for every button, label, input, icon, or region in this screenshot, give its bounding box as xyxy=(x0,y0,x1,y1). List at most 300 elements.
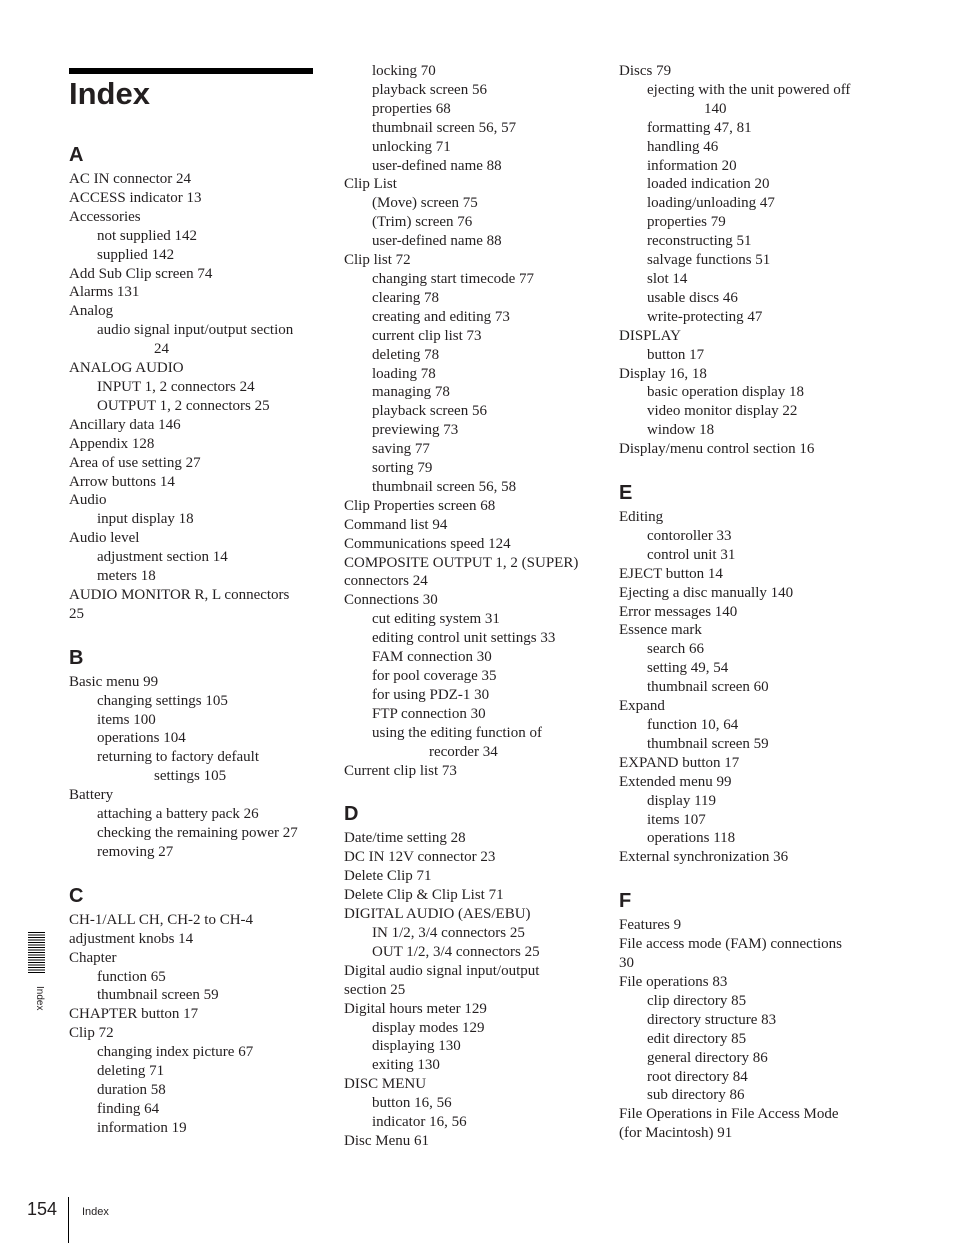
index-subentry xyxy=(619,81,874,119)
entry-text: audio signal input/output section xyxy=(97,322,294,339)
index-subentry xyxy=(619,546,874,565)
section-thumb-tab xyxy=(28,932,45,974)
index-subentry xyxy=(619,251,874,270)
entry-text: changing index picture 67 xyxy=(97,1044,254,1061)
entry-text: DIGITAL AUDIO (AES/EBU) xyxy=(344,906,531,923)
index-subentry xyxy=(344,724,599,762)
entry-text: ACCESS indicator 13 xyxy=(69,189,202,206)
index-entry xyxy=(619,62,874,81)
entry-text: directory structure 83 xyxy=(647,1011,777,1028)
entry-text: display 119 xyxy=(647,792,717,809)
index-entry xyxy=(344,867,599,886)
entry-text: Add Sub Clip screen 74 xyxy=(69,265,213,282)
entry-text: loading 78 xyxy=(372,365,436,382)
entry-text: (Trim) screen 76 xyxy=(372,214,473,231)
entry-text: Audio level xyxy=(69,530,140,547)
index-subentry xyxy=(619,1030,874,1049)
entry-text: Connections 30 xyxy=(344,592,438,609)
index-subentry xyxy=(69,510,324,529)
entry-text: display modes 129 xyxy=(372,1019,485,1036)
index-entry xyxy=(619,773,874,792)
entry-text: items 100 xyxy=(97,711,156,728)
index-subentry xyxy=(69,711,324,730)
index-entry xyxy=(344,1075,599,1094)
index-subentry xyxy=(344,157,599,176)
entry-text: Discs 79 xyxy=(619,63,672,79)
entry-text: thumbnail screen 56, 57 xyxy=(372,119,517,136)
index-entry xyxy=(69,302,324,321)
entry-text: Basic menu 99 xyxy=(69,673,159,690)
entry-text: properties 79 xyxy=(647,214,726,231)
side-tab-label: Index xyxy=(34,986,45,1011)
entry-text: usable discs 46 xyxy=(647,289,738,306)
index-subentry xyxy=(344,667,599,686)
index-subentry xyxy=(69,227,324,246)
index-subentry xyxy=(69,1062,324,1081)
entry-text: Communications speed 124 xyxy=(344,535,511,552)
entry-text: operations 118 xyxy=(647,830,736,847)
index-entry xyxy=(69,1024,324,1043)
index-subentry xyxy=(344,119,599,138)
index-entry xyxy=(619,327,874,346)
entry-text: FTP connection 30 xyxy=(372,705,486,722)
index-subentry xyxy=(344,289,599,308)
entry-continuation: (for Macintosh) 91 xyxy=(619,1125,733,1142)
entry-text: Expand xyxy=(619,698,665,715)
entry-text: Accessories xyxy=(69,208,141,225)
index-entry xyxy=(619,440,874,459)
entry-text: control unit 31 xyxy=(647,546,736,563)
index-subentry xyxy=(69,246,324,265)
entry-text: cut editing system 31 xyxy=(372,611,500,628)
entry-text: Display/menu control section 16 xyxy=(619,441,815,458)
entry-text: clip directory 85 xyxy=(647,992,747,1009)
entry-text: thumbnail screen 56, 58 xyxy=(372,478,517,495)
entry-text: Area of use setting 27 xyxy=(69,454,201,471)
entry-text: meters 18 xyxy=(97,568,156,585)
index-entry xyxy=(69,911,324,949)
entry-text: thumbnail screen 59 xyxy=(647,735,769,752)
index-entry xyxy=(344,829,599,848)
entry-text: INPUT 1, 2 connectors 24 xyxy=(97,378,255,395)
entry-continuation: connectors 24 xyxy=(344,573,428,590)
entry-text: editing control unit settings 33 xyxy=(372,630,556,647)
index-subentry xyxy=(69,1119,324,1138)
entry-text: changing start timecode 77 xyxy=(372,270,535,287)
index-subentry xyxy=(619,527,874,546)
entry-text: operations 104 xyxy=(97,730,186,747)
index-entry xyxy=(344,251,599,270)
index-letter-heading: B xyxy=(69,646,84,669)
entry-continuation: 140 xyxy=(704,100,727,117)
entry-text: basic operation display 18 xyxy=(647,384,805,401)
entry-text: Command list 94 xyxy=(344,516,448,533)
index-subentry xyxy=(344,138,599,157)
index-entry xyxy=(619,621,874,640)
entry-text: sorting 79 xyxy=(372,460,433,477)
index-entry xyxy=(69,586,324,624)
index-subentry xyxy=(619,1049,874,1068)
entry-text: ejecting with the unit powered off xyxy=(647,81,851,98)
entry-text: playback screen 56 xyxy=(372,81,487,98)
entry-text: window 18 xyxy=(647,422,715,439)
index-entry xyxy=(344,535,599,554)
index-subentry xyxy=(344,478,599,497)
entry-text: removing 27 xyxy=(97,843,174,860)
entry-text: Error messages 140 xyxy=(619,603,738,620)
index-entry xyxy=(69,189,324,208)
entry-continuation: settings 105 xyxy=(154,768,227,785)
entry-text: Analog xyxy=(69,303,114,320)
entry-text: user-defined name 88 xyxy=(372,157,502,174)
entry-text: AUDIO MONITOR R, L connectors xyxy=(69,586,290,603)
index-subentry xyxy=(344,62,599,81)
entry-text: Alarms 131 xyxy=(69,284,140,301)
entry-text: previewing 73 xyxy=(372,422,459,439)
index-entry xyxy=(619,754,874,773)
entry-text: locking 70 xyxy=(372,63,436,79)
index-entry xyxy=(69,359,324,378)
index-subentry xyxy=(344,629,599,648)
index-entry xyxy=(344,886,599,905)
entry-text: input display 18 xyxy=(97,511,194,528)
index-subentry xyxy=(344,1094,599,1113)
index-subentry xyxy=(69,805,324,824)
index-subentry xyxy=(69,321,324,359)
entry-text: current clip list 73 xyxy=(372,327,482,344)
index-subentry xyxy=(619,232,874,251)
entry-text: thumbnail screen 59 xyxy=(97,987,219,1004)
index-subentry xyxy=(69,567,324,586)
index-entry xyxy=(344,962,599,1000)
entry-text: adjustment section 14 xyxy=(97,549,228,566)
entry-text: supplied 142 xyxy=(97,246,175,263)
entry-text: formatting 47, 81 xyxy=(647,119,752,136)
index-entry xyxy=(344,1000,599,1019)
entry-text: CHAPTER button 17 xyxy=(69,1006,199,1023)
index-letter-heading: E xyxy=(619,482,633,505)
entry-text: managing 78 xyxy=(372,384,450,401)
index-subentry xyxy=(69,843,324,862)
index-subentry xyxy=(619,346,874,365)
entry-text: changing settings 105 xyxy=(97,692,228,709)
index-subentry xyxy=(344,924,599,943)
index-entry xyxy=(69,265,324,284)
index-entry xyxy=(619,1105,874,1143)
entry-text: Ejecting a disc manually 140 xyxy=(619,584,794,601)
index-entry xyxy=(344,1132,599,1151)
index-entry xyxy=(619,935,874,973)
entry-text: handling 46 xyxy=(647,138,719,155)
entry-text: Arrow buttons 14 xyxy=(69,473,175,490)
entry-text: clearing 78 xyxy=(372,289,440,306)
entry-text: not supplied 142 xyxy=(97,227,197,244)
entry-text: duration 58 xyxy=(97,1081,166,1098)
entry-text: File operations 83 xyxy=(619,973,728,990)
index-subentry xyxy=(344,459,599,478)
entry-text: function 10, 64 xyxy=(647,717,739,733)
entry-text: thumbnail screen 60 xyxy=(647,679,769,696)
index-entry xyxy=(69,283,324,302)
entry-text: Delete Clip & Clip List 71 xyxy=(344,887,504,904)
page-title: Index xyxy=(69,76,150,111)
entry-text: OUT 1/2, 3/4 connectors 25 xyxy=(372,943,540,960)
index-entry xyxy=(69,786,324,805)
entry-text: for pool coverage 35 xyxy=(372,668,497,684)
entry-text: (Move) screen 75 xyxy=(372,195,478,212)
index-subentry xyxy=(344,705,599,724)
entry-text: COMPOSITE OUTPUT 1, 2 (SUPER) xyxy=(344,554,579,571)
index-entry xyxy=(619,697,874,716)
entry-text: Delete Clip 71 xyxy=(344,868,432,885)
index-subentry xyxy=(619,716,874,735)
index-subentry xyxy=(344,1056,599,1075)
index-subentry xyxy=(619,421,874,440)
entry-text: EXPAND button 17 xyxy=(619,754,740,771)
entry-text: reconstructing 51 xyxy=(647,233,752,250)
entry-text: write-protecting 47 xyxy=(647,308,763,325)
index-entry xyxy=(344,905,599,924)
index-subentry xyxy=(344,383,599,402)
entry-text: setting 49, 54 xyxy=(647,660,729,677)
entry-text: deleting 71 xyxy=(97,1063,165,1080)
index-entry xyxy=(69,416,324,435)
entry-text: FAM connection 30 xyxy=(372,649,492,666)
entry-text: saving 77 xyxy=(372,441,430,458)
index-entry xyxy=(69,454,324,473)
index-subentry xyxy=(619,1068,874,1087)
index-column-3 xyxy=(619,62,874,1143)
index-letter-heading: D xyxy=(344,803,359,826)
index-entry xyxy=(69,435,324,454)
index-subentry xyxy=(619,829,874,848)
entry-text: for using PDZ-1 30 xyxy=(372,686,490,703)
index-entry xyxy=(344,175,599,194)
entry-continuation: adjustment knobs 14 xyxy=(69,930,194,947)
index-letter-heading: C xyxy=(69,884,84,907)
entry-text: function 65 xyxy=(97,968,166,985)
entry-text: button 16, 56 xyxy=(372,1095,452,1112)
index-subentry xyxy=(619,659,874,678)
entry-text: attaching a battery pack 26 xyxy=(97,806,259,823)
index-subentry xyxy=(344,365,599,384)
entry-text: Disc Menu 61 xyxy=(344,1132,429,1149)
index-entry xyxy=(69,1005,324,1024)
index-subentry xyxy=(69,1100,324,1119)
index-subentry xyxy=(69,1081,324,1100)
entry-text: general directory 86 xyxy=(647,1049,768,1066)
index-subentry xyxy=(344,648,599,667)
index-entry xyxy=(619,565,874,584)
index-subentry xyxy=(344,346,599,365)
index-column-1 xyxy=(69,143,324,1138)
index-subentry xyxy=(344,686,599,705)
index-subentry xyxy=(619,992,874,1011)
index-entry xyxy=(69,491,324,510)
entry-text: File access mode (FAM) connections xyxy=(619,936,843,953)
entry-continuation: 30 xyxy=(619,955,634,972)
entry-text: Editing xyxy=(619,509,664,526)
index-subentry xyxy=(619,308,874,327)
index-letter-heading: A xyxy=(69,144,84,166)
index-subentry xyxy=(344,402,599,421)
entry-text: Chapter xyxy=(69,949,117,966)
entry-text: Appendix 128 xyxy=(69,435,155,452)
entry-text: CH-1/ALL CH, CH-2 to CH-4 xyxy=(69,911,254,928)
entry-text: playback screen 56 xyxy=(372,403,487,420)
index-subentry xyxy=(619,383,874,402)
index-subentry xyxy=(344,232,599,251)
index-subentry xyxy=(69,1043,324,1062)
entry-text: root directory 84 xyxy=(647,1068,748,1085)
entry-text: Features 9 xyxy=(619,917,682,934)
index-subentry xyxy=(344,1019,599,1038)
index-subentry xyxy=(69,986,324,1005)
entry-continuation: section 25 xyxy=(344,981,406,998)
index-subentry xyxy=(619,640,874,659)
entry-text: creating and editing 73 xyxy=(372,308,510,325)
entry-text: slot 14 xyxy=(647,270,688,287)
index-subentry xyxy=(69,824,324,843)
index-entry xyxy=(344,848,599,867)
index-subentry xyxy=(619,735,874,754)
entry-text: Clip list 72 xyxy=(344,252,411,269)
index-entry xyxy=(69,529,324,548)
entry-text: Date/time setting 28 xyxy=(344,830,466,847)
index-entry xyxy=(344,497,599,516)
index-entry xyxy=(344,516,599,535)
index-subentry xyxy=(619,678,874,697)
entry-text: unlocking 71 xyxy=(372,138,451,155)
index-subentry xyxy=(619,1086,874,1105)
entry-text: Clip Properties screen 68 xyxy=(344,497,496,514)
index-subentry xyxy=(344,100,599,119)
entry-text: AC IN connector 24 xyxy=(69,171,192,187)
index-subentry xyxy=(344,194,599,213)
index-subentry xyxy=(69,397,324,416)
index-entry xyxy=(344,762,599,781)
index-subentry xyxy=(344,213,599,232)
entry-text: Clip List xyxy=(344,176,397,193)
entry-text: External synchronization 36 xyxy=(619,849,789,866)
entry-text: Current clip list 73 xyxy=(344,762,457,779)
entry-text: Essence mark xyxy=(619,622,702,639)
entry-text: using the editing function of xyxy=(372,724,542,741)
index-subentry xyxy=(619,175,874,194)
entry-text: exiting 130 xyxy=(372,1057,440,1074)
entry-text: sub directory 86 xyxy=(647,1087,745,1104)
index-entry xyxy=(69,170,324,189)
entry-text: DC IN 12V connector 23 xyxy=(344,849,496,866)
footer-section-label: Index xyxy=(82,1206,109,1218)
entry-text: edit directory 85 xyxy=(647,1030,747,1047)
entry-text: Battery xyxy=(69,787,114,804)
entry-continuation: 25 xyxy=(69,605,84,622)
index-subentry xyxy=(344,270,599,289)
entry-text: DISPLAY xyxy=(619,327,681,344)
index-subentry xyxy=(69,968,324,987)
index-subentry xyxy=(619,138,874,157)
entry-text: Display 16, 18 xyxy=(619,365,707,382)
index-subentry xyxy=(344,421,599,440)
index-subentry xyxy=(344,81,599,100)
entry-text: Clip 72 xyxy=(69,1025,114,1042)
index-subentry xyxy=(69,548,324,567)
index-subentry xyxy=(619,811,874,830)
index-entry xyxy=(69,208,324,227)
index-subentry xyxy=(619,213,874,232)
entry-text: Extended menu 99 xyxy=(619,773,732,790)
index-subentry xyxy=(344,308,599,327)
page-number: 154 xyxy=(27,1199,58,1219)
index-subentry xyxy=(344,1113,599,1132)
entry-text: indicator 16, 56 xyxy=(372,1114,467,1131)
index-letter-heading: F xyxy=(619,890,632,913)
index-subentry xyxy=(619,157,874,176)
entry-text: Ancillary data 146 xyxy=(69,416,181,433)
entry-text: video monitor display 22 xyxy=(647,403,798,420)
footer-divider xyxy=(68,1197,69,1243)
index-subentry xyxy=(619,792,874,811)
entry-text: returning to factory default xyxy=(97,749,260,766)
index-subentry xyxy=(344,327,599,346)
entry-text: loaded indication 20 xyxy=(647,176,770,193)
entry-text: displaying 130 xyxy=(372,1038,461,1055)
index-entry xyxy=(619,973,874,992)
entry-text: File Operations in File Access Mode xyxy=(619,1106,839,1123)
entry-text: search 66 xyxy=(647,641,705,658)
index-entry xyxy=(619,916,874,935)
index-subentry xyxy=(619,289,874,308)
entry-text: EJECT button 14 xyxy=(619,565,723,582)
entry-continuation: 24 xyxy=(154,341,169,358)
index-entry xyxy=(69,949,324,968)
index-column-2 xyxy=(344,62,599,1151)
entry-text: Audio xyxy=(69,492,107,509)
index-subentry xyxy=(344,440,599,459)
entry-text: ANALOG AUDIO xyxy=(69,360,184,377)
entry-text: DISC MENU xyxy=(344,1076,427,1093)
index-subentry xyxy=(619,270,874,289)
index-entry xyxy=(619,508,874,527)
index-subentry xyxy=(619,402,874,421)
index-entry xyxy=(69,673,324,692)
entry-text: information 19 xyxy=(97,1119,187,1136)
entry-text: contoroller 33 xyxy=(647,527,732,544)
index-subentry xyxy=(69,748,324,786)
entry-text: Digital hours meter 129 xyxy=(344,1000,487,1017)
index-subentry xyxy=(619,1011,874,1030)
entry-text: salvage functions 51 xyxy=(647,252,771,269)
index-subentry xyxy=(344,610,599,629)
index-entry xyxy=(619,584,874,603)
index-subentry xyxy=(69,729,324,748)
entry-text: Digital audio signal input/output xyxy=(344,962,540,979)
entry-text: IN 1/2, 3/4 connectors 25 xyxy=(372,924,525,941)
index-subentry xyxy=(619,119,874,138)
index-subentry xyxy=(619,194,874,213)
entry-text: finding 64 xyxy=(97,1100,160,1117)
entry-text: deleting 78 xyxy=(372,346,440,363)
entry-text: OUTPUT 1, 2 connectors 25 xyxy=(97,397,270,414)
entry-text: loading/unloading 47 xyxy=(647,195,775,212)
index-subentry xyxy=(69,378,324,397)
entry-text: information 20 xyxy=(647,157,737,174)
index-entry xyxy=(69,473,324,492)
index-entry xyxy=(619,848,874,867)
index-entry xyxy=(344,591,599,610)
index-subentry xyxy=(344,1037,599,1056)
